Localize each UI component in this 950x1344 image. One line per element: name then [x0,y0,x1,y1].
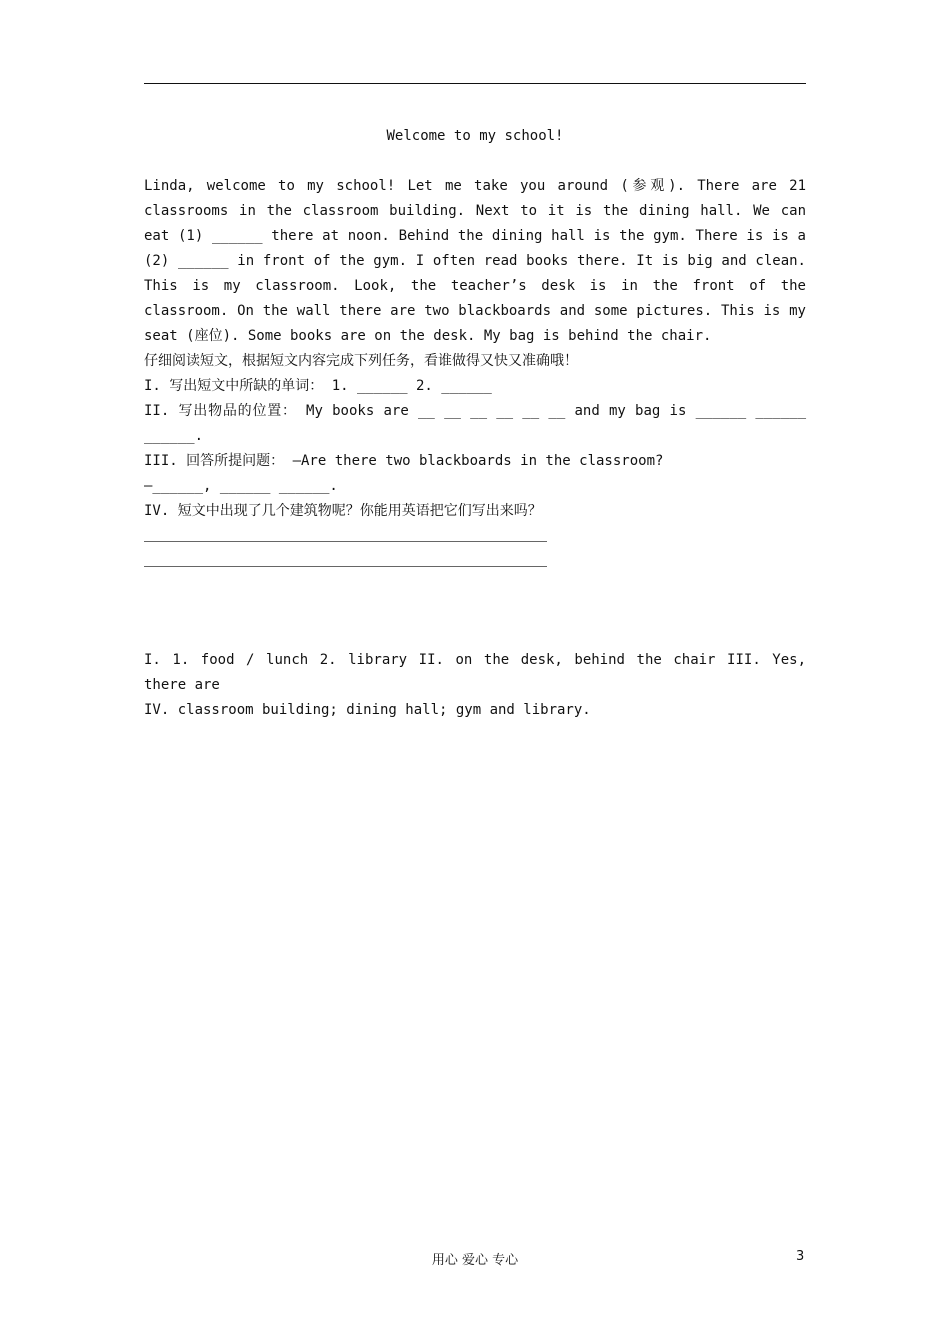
question-4: IV. 短文中出现了几个建筑物呢？你能用英语把它们写出来吗？ [144,503,542,519]
answer-line-1 [144,541,547,542]
instruction-text: 仔细阅读短文，根据短文内容完成下列任务，看谁做得又快又准确哦！ [144,353,578,369]
answer-line-2 [144,566,547,567]
question-3-answer-blanks: —______, ______ ______. [144,478,338,494]
header-rule [144,83,806,84]
document-title: Welcome to my school! [386,128,564,144]
footer-motto: 用心 爱心 专心 [431,1253,519,1268]
reading-passage: Linda, welcome to my school! Let me take you around (参观). There are 21 classrooms in the classroom building. Next to it is the dining hall. We can eat (1) ______ there at noon. Behind the dining hall is the gym. There is is a (2) ______ in front of the gym. I often read books there. It is big and clean. This is my classroom. Look, the teacher’s desk is in the front of the classroom. On the wall there are two blackboards and some pictures. This is my seat (座位). Some books are on the desk. My bag is behind the chair. [144,178,806,344]
page-number: 3 [796,1249,805,1264]
question-3: III. 回答所提问题： —Are there two blackboards in the classroom? [144,453,664,469]
question-2: II. 写出物品的位置： My books are __ __ __ __ __ __ and my bag is ______ ______ ______. [144,403,806,444]
question-1: I. 写出短文中所缺的单词： 1. ______ 2. ______ [144,378,492,394]
answer-key-2: IV. classroom building; dining hall; gym and library. [144,702,591,718]
answer-key-1: I. 1. food / lunch 2. library II. on the desk, behind the chair III. Yes, there are [144,652,806,693]
